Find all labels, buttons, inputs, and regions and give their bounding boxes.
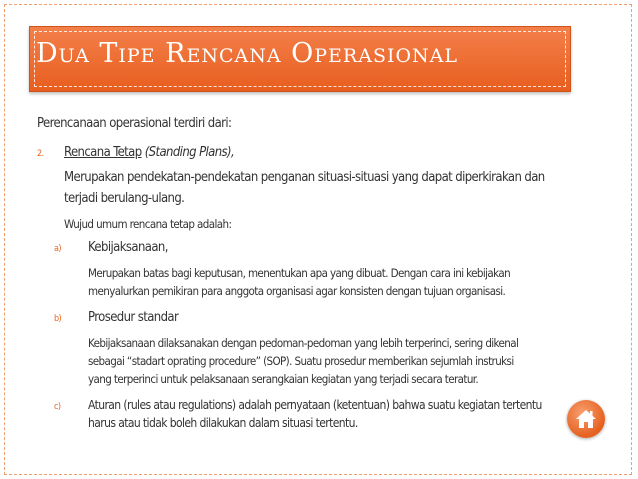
subitem-a-line2: menyalurkan pemikiran para anggota organisasi agar konsisten dengan tujuan organisasi. [88, 284, 506, 298]
title-bar [29, 26, 571, 92]
subitem-b-line2: sebagai “stadart oprating procedure” (SOP). Suatu prosedur memberikan sejumlah instruksi [88, 354, 514, 368]
item1-label: Rencana Tetap [64, 145, 142, 160]
subitem-c-marker: c) [54, 402, 61, 412]
subitem-a-marker: a) [54, 244, 61, 254]
slide-title: Dua Tipe Rencana Operasional [36, 38, 459, 69]
subitem-a-heading: Kebijaksanaan, [88, 240, 168, 255]
subitem-c-line1: harus atau tidak boleh dilakukan dalam situasi tertentu. [88, 416, 358, 430]
subitem-b-line1: Kebijaksanaan dilaksanakan dengan pedoman-pedoman yang lebih terperinci, sering dikenal [88, 336, 519, 350]
item1-desc-line1: Merupakan pendekatan-pendekatan penganan situasi-situasi yang dapat diperkirakan dan [64, 170, 545, 185]
item1-label-italic: (Standing Plans), [144, 145, 235, 160]
subitem-b-line3: yang terperinci untuk pelaksanaan serangkaian kegiatan yang terjadi secara teratur. [88, 372, 479, 386]
home-icon [574, 407, 598, 431]
item1-marker: 2. [37, 149, 44, 159]
home-button[interactable] [567, 400, 605, 438]
subitem-b-heading: Prosedur standar [88, 310, 179, 325]
intro-text: Perencanaan operasional terdiri dari: [37, 116, 232, 131]
subitem-c-heading: Aturan (rules atau regulations) adalah pernyataan (ketentuan) bahwa suatu kegiatan tertentu [88, 398, 542, 412]
item1-title [64, 145, 234, 160]
item1-sub-intro: Wujud umum rencana tetap adalah: [64, 217, 232, 231]
item1-desc-line2: terjadi berulang-ulang. [64, 191, 185, 206]
subitem-a-line1: Merupakan batas bagi keputusan, menentukan apa yang dibuat. Dengan cara ini kebijakan [88, 266, 511, 280]
subitem-b-marker: b) [54, 314, 62, 324]
